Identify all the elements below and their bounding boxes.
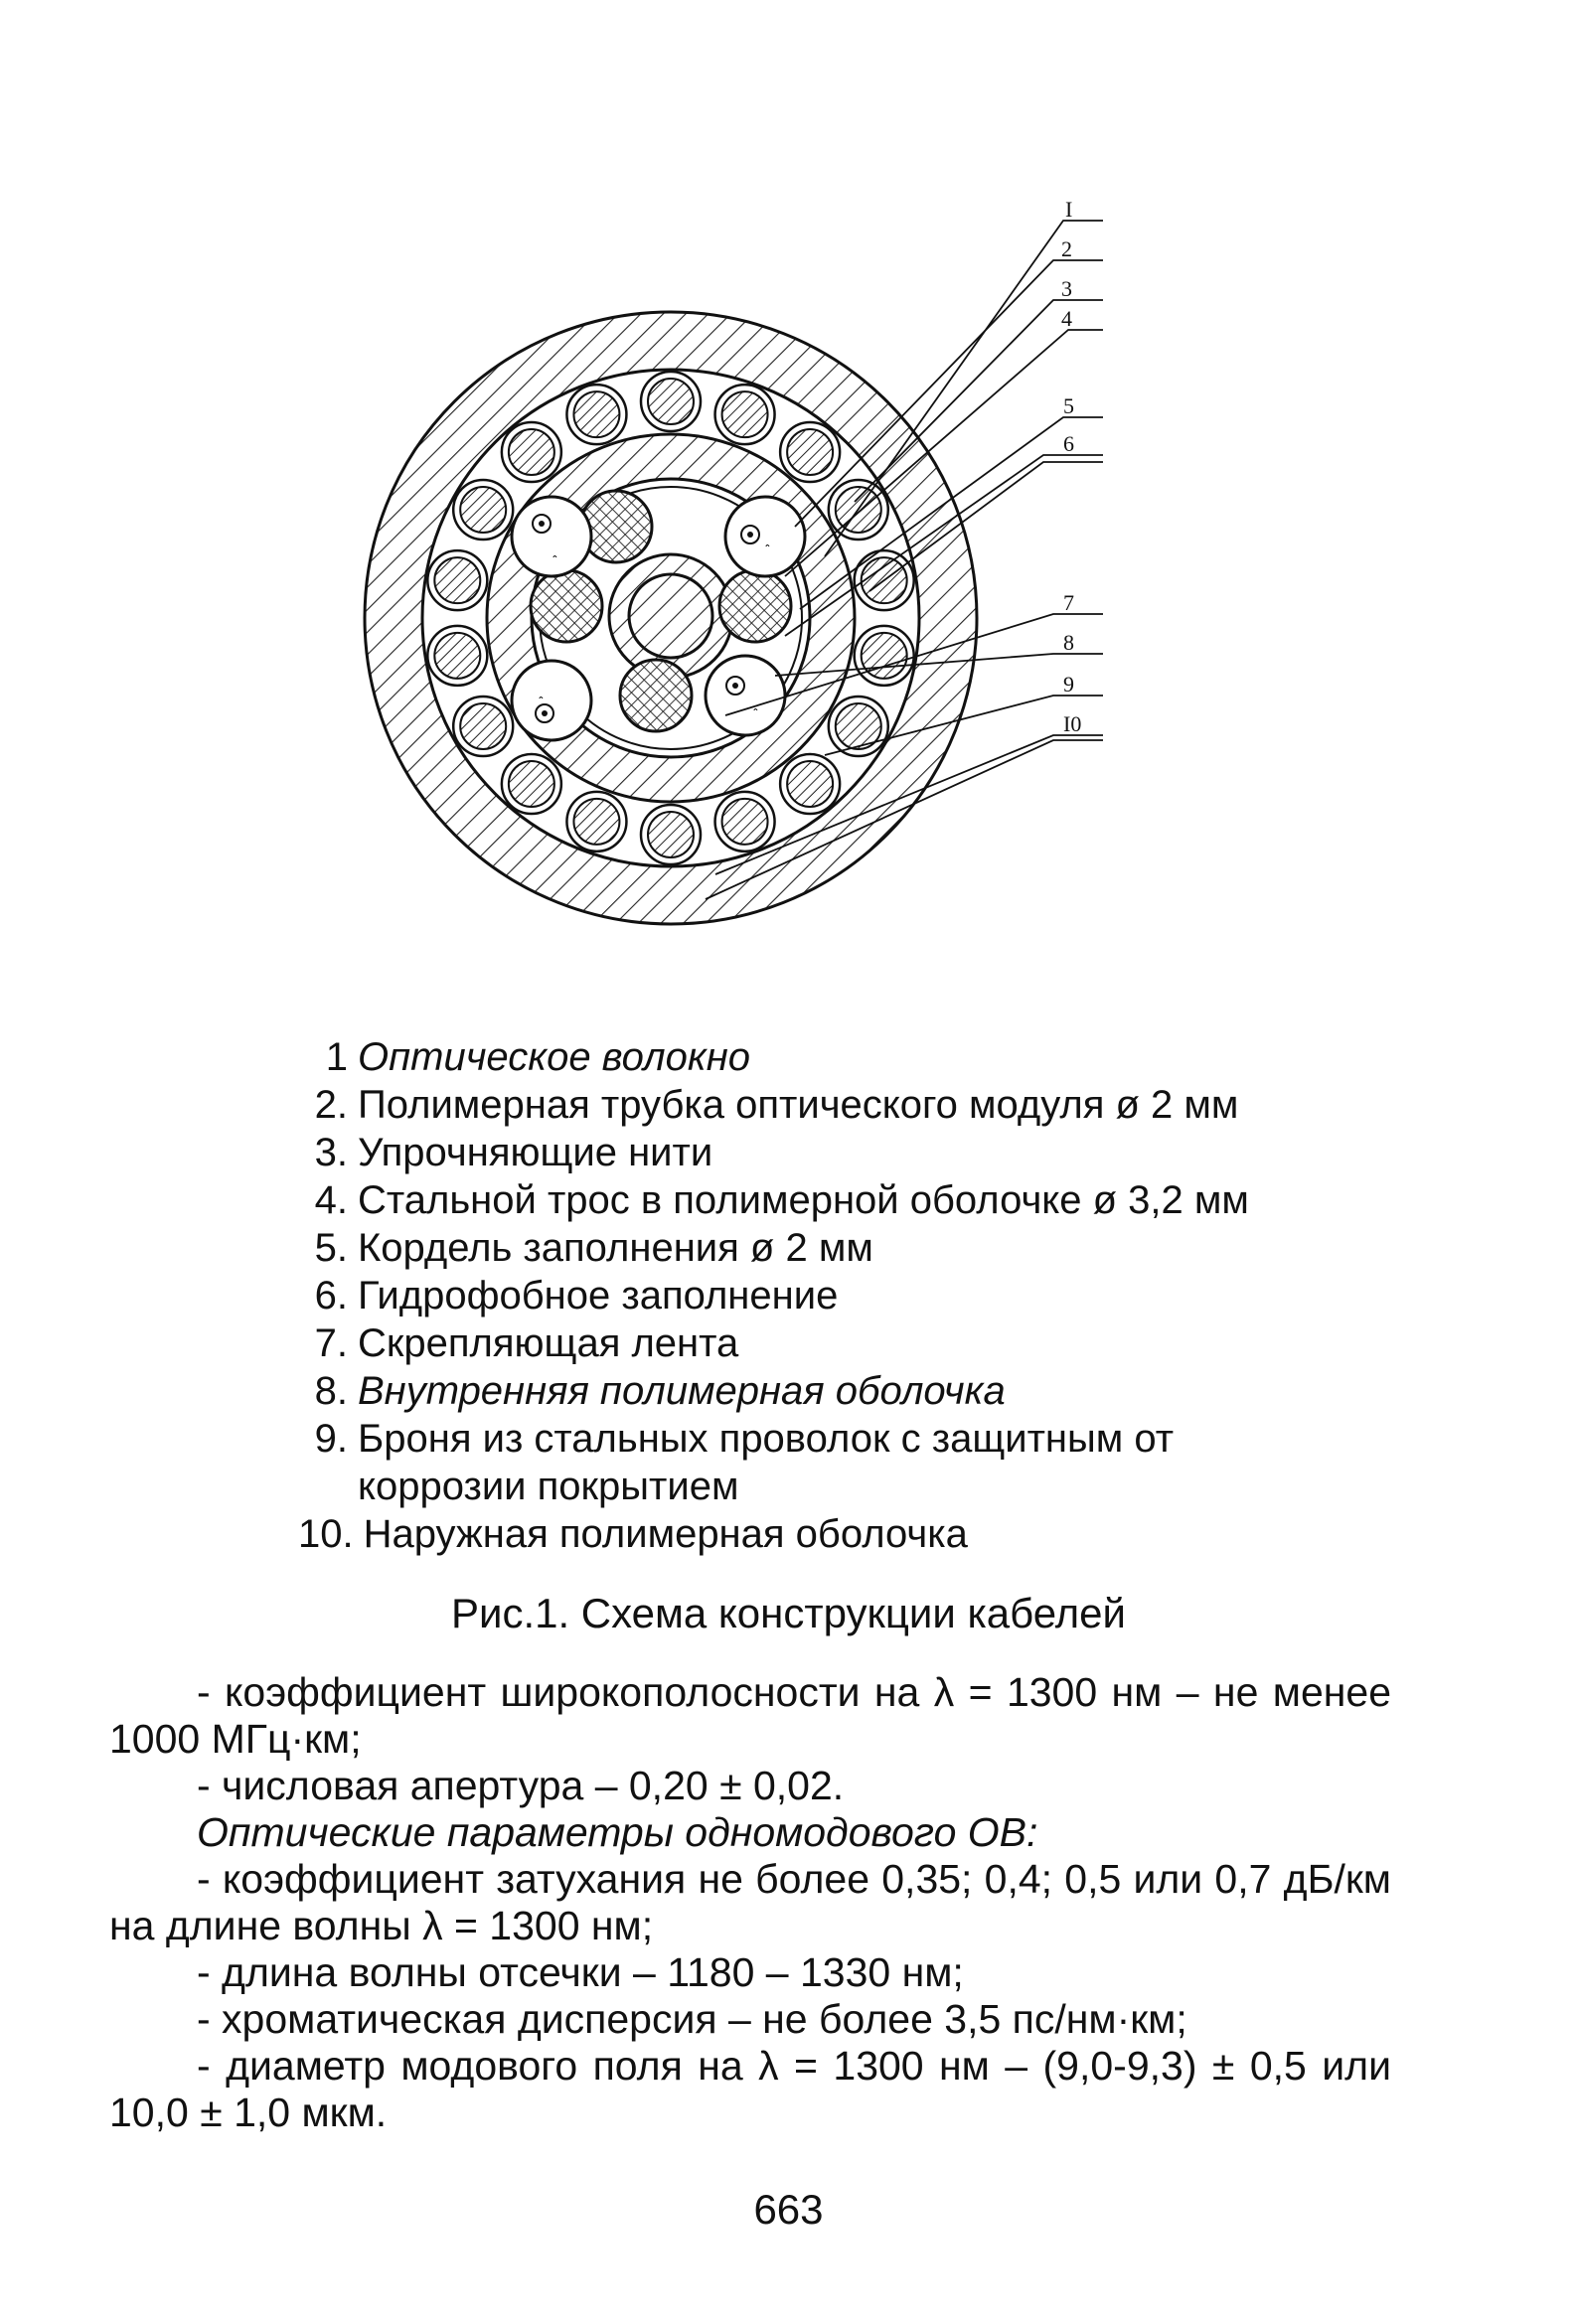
- legend-text: Наружная полимерная оболочка: [363, 1512, 968, 1556]
- paragraph-heading: Оптические параметры одномодового ОВ:: [197, 1809, 1038, 1855]
- legend-text: Скрепляющая лента: [358, 1321, 739, 1365]
- page-number: 663: [753, 2186, 824, 2233]
- legend-item: [298, 1176, 1341, 1224]
- svg-text:ꞈ: ꞈ: [552, 542, 557, 558]
- callout-9: 9: [1063, 672, 1074, 697]
- legend-number: 8.: [314, 1369, 348, 1413]
- armour-wire: [460, 703, 506, 749]
- body-text: [109, 1669, 1391, 2136]
- legend-text: Стальной трос в полимерной оболочке ø 3,2 мм: [358, 1178, 1249, 1222]
- legend-text: Броня из стальных проволок с защитным от коррозии покрытием: [358, 1417, 1175, 1508]
- filler-cord: [620, 660, 692, 731]
- callout-1: I: [1065, 199, 1073, 222]
- legend-item: [298, 1510, 1341, 1558]
- optical-module: [512, 661, 591, 740]
- paragraph: - хроматическая дисперсия – не более 3,5 пс/нм·км;: [197, 1996, 1187, 2042]
- armour-wire: [573, 391, 619, 437]
- paragraph: - диаметр модового поля на λ = 1300 нм – (9,0-9,3) ± 0,5 или 10,0 ± 1,0 мкм.: [109, 2043, 1391, 2135]
- legend-number: 3.: [314, 1131, 348, 1174]
- legend-item: [298, 1272, 1341, 1319]
- cable-cross-section-diagram: [328, 199, 1222, 1023]
- armour-wire: [509, 761, 554, 807]
- paragraph: - коэффициент затухания не более 0,35; 0,4; 0,5 или 0,7 дБ/км на длине волны λ = 1300 нм;: [109, 1856, 1391, 1948]
- callout-4: 4: [1061, 306, 1072, 331]
- legend-number: 2.: [314, 1083, 348, 1127]
- legend-text: Кордель заполнения ø 2 мм: [358, 1226, 873, 1270]
- armour-wire: [787, 429, 833, 475]
- legend-item: [298, 1367, 1341, 1415]
- legend-item: [298, 1129, 1341, 1176]
- callout-6: 6: [1063, 431, 1074, 456]
- optical-module: [725, 497, 805, 576]
- armour-wire: [434, 633, 480, 679]
- legend-number: 5.: [314, 1226, 348, 1270]
- legend-text: Гидрофобное заполнение: [358, 1274, 839, 1317]
- callout-8: 8: [1063, 630, 1074, 655]
- paragraph: - длина волны отсечки – 1180 – 1330 нм;: [197, 1949, 964, 1995]
- armour-wire: [460, 487, 506, 533]
- callout-5: 5: [1063, 393, 1074, 418]
- paragraph: - коэффициент широкополосности на λ = 1300 нм – не менее 1000 МГц·км;: [109, 1669, 1391, 1762]
- svg-text:ꞈ: ꞈ: [539, 684, 544, 699]
- legend-number: 6.: [314, 1274, 348, 1317]
- callout-2: 2: [1061, 236, 1072, 261]
- armour-wire: [509, 429, 554, 475]
- legend-item: [298, 1319, 1341, 1367]
- armour-wire: [573, 799, 619, 845]
- armour-wire: [787, 761, 833, 807]
- legend-number: 1: [325, 1035, 348, 1079]
- svg-text:ꞈ: ꞈ: [753, 696, 758, 711]
- legend-text: Оптическое волокно: [358, 1035, 750, 1079]
- legend-number: 4.: [314, 1178, 348, 1222]
- armour-wire: [722, 391, 768, 437]
- legend-text: Упрочняющие нити: [358, 1131, 713, 1174]
- callout-labels: [1061, 199, 1081, 736]
- legend: [298, 1033, 1341, 1558]
- legend-number: 10.: [298, 1512, 354, 1556]
- legend-item: [298, 1415, 1341, 1510]
- callout-10: I0: [1063, 711, 1082, 736]
- armour-wire: [648, 812, 694, 857]
- filler-cord: [719, 570, 791, 642]
- callout-3: 3: [1061, 276, 1072, 301]
- optical-module: [512, 497, 591, 576]
- optical-module: [706, 656, 785, 735]
- figure-caption: Рис.1. Схема конструкции кабелей: [450, 1590, 1127, 1636]
- legend-item: [298, 1224, 1341, 1272]
- legend-text: Полимерная трубка оптического модуля ø 2 мм: [358, 1083, 1239, 1127]
- svg-text:ꞈ: ꞈ: [765, 532, 770, 547]
- armour-wire: [648, 379, 694, 424]
- central-steel-rope-core: [629, 574, 712, 658]
- armour-wire: [722, 799, 768, 845]
- legend-number: 9.: [314, 1417, 348, 1461]
- paragraph: - числовая апертура – 0,20 ± 0,02.: [197, 1763, 845, 1808]
- callout-7: 7: [1063, 590, 1074, 615]
- legend-item: [298, 1081, 1341, 1129]
- legend-item: [298, 1033, 1341, 1081]
- armour-wire: [434, 557, 480, 603]
- filler-cord: [531, 570, 602, 642]
- legend-number: 7.: [314, 1321, 348, 1365]
- legend-text: Внутренняя полимерная оболочка: [358, 1369, 1006, 1413]
